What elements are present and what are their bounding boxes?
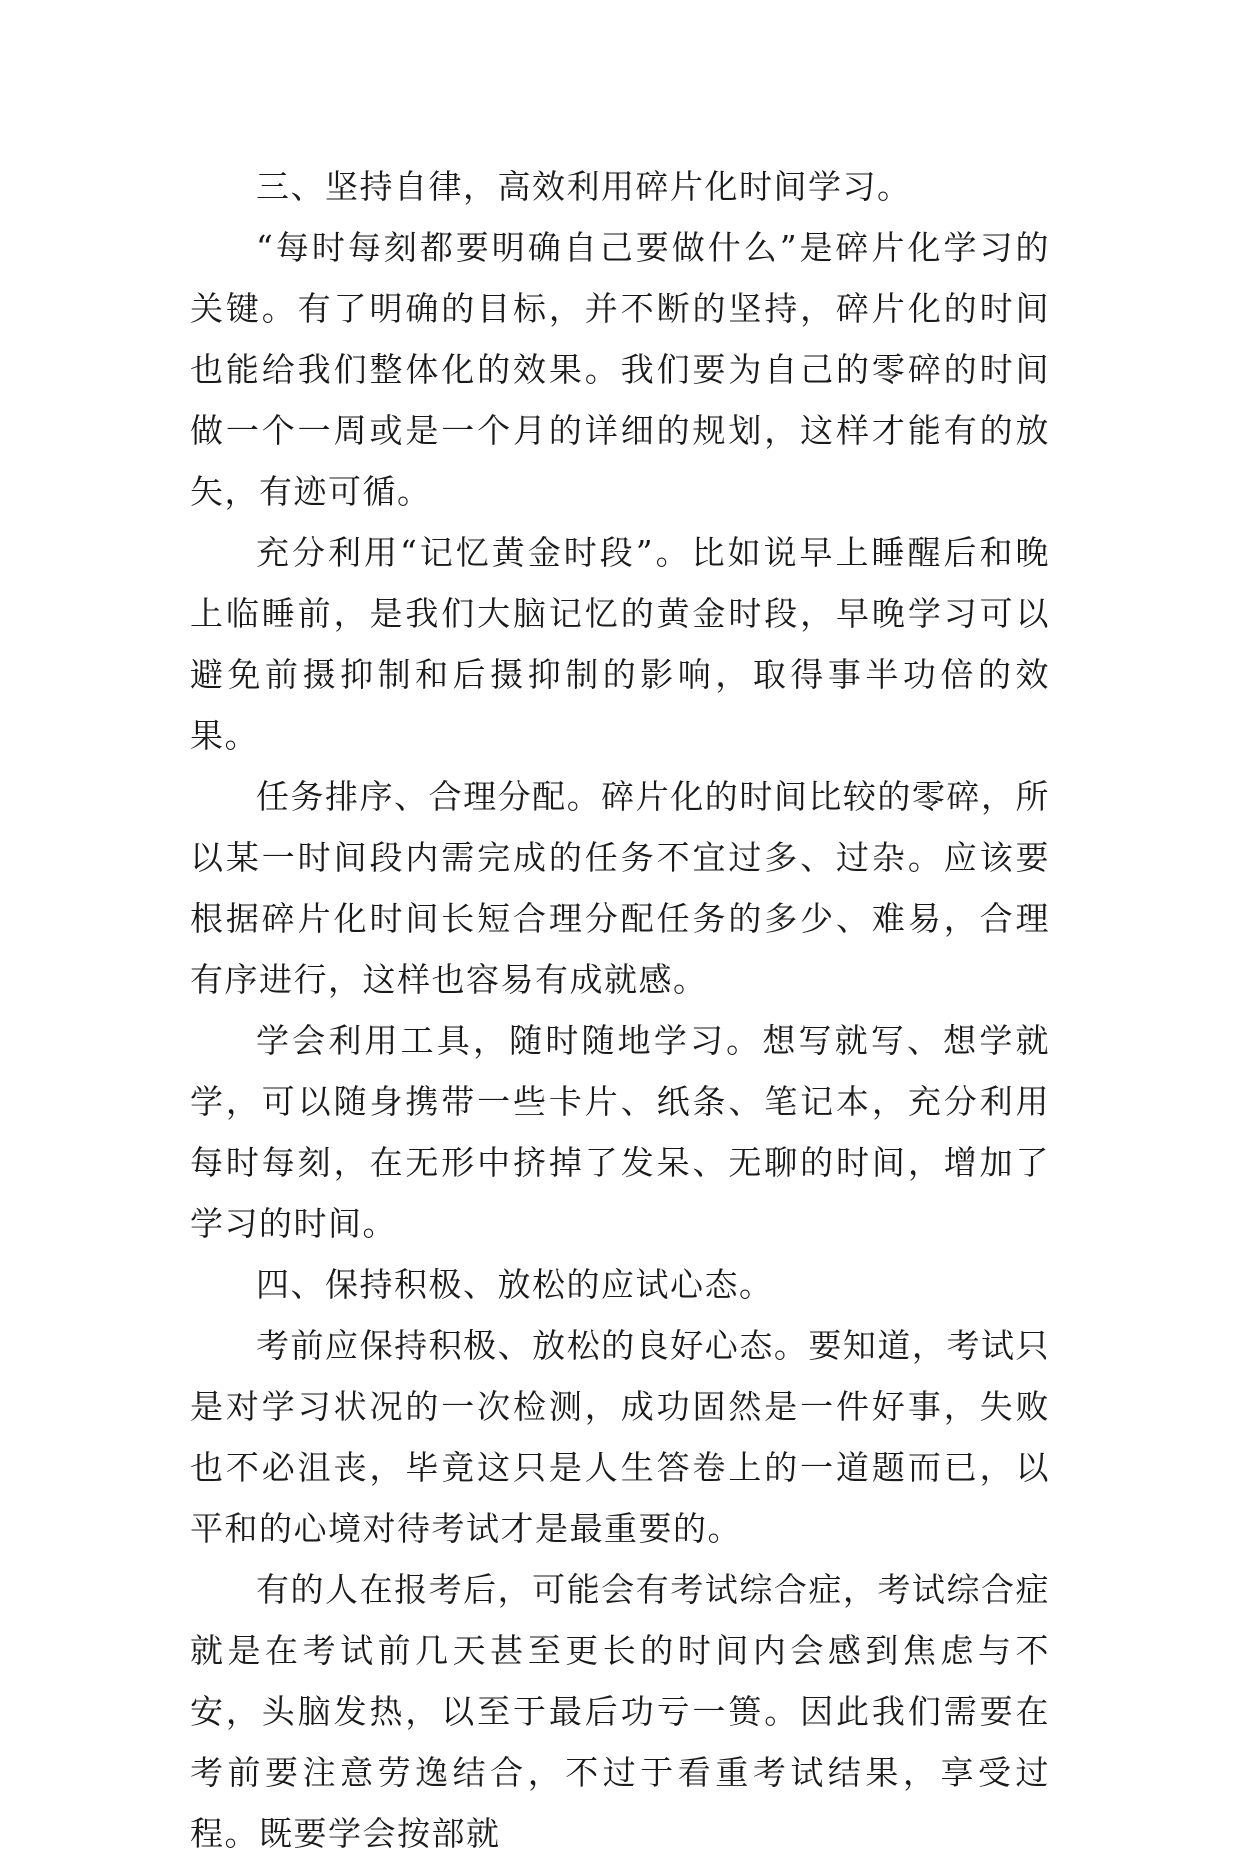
document-body [190, 156, 1050, 1864]
paragraph: 学会利用工具，随时随地学习。想写就写、想学就学，可以随身携带一些卡片、纸条、笔记本，充分利用每时每刻，在无形中挤掉了发呆、无聊的时间，增加了学习的时间。 [190, 1021, 1050, 1243]
paragraph: “每时每刻都要明确自己要做什么”是碎片化学习的关键。有了明确的目标，并不断的坚持，碎片化的时间也能给我们整体化的效果。我们要为自己的零碎的时间做一个一周或是一个月的详细的规划，这样才能有的放矢，有迹可循。 [190, 228, 1050, 511]
paragraph: 考前应保持积极、放松的良好心态。要知道，考试只是对学习状况的一次检测，成功固然是一件好事，失败也不必沮丧，毕竟这只是人生答卷上的一道题而已，以平和的心境对待考试才是最重要的。 [190, 1326, 1050, 1548]
section-heading-three: 三、坚持自律，高效利用碎片化时间学习。 [256, 167, 912, 206]
paragraph: 任务排序、合理分配。碎片化的时间比较的零碎，所以某一时间段内需完成的任务不宜过多、过杂。应该要根据碎片化时间长短合理分配任务的多少、难易，合理有序进行，这样也容易有成就感。 [190, 777, 1050, 999]
paragraph: 充分利用“记忆黄金时段”。比如说早上睡醒后和晚上临睡前，是我们大脑记忆的黄金时段，早晚学习可以避免前摄抑制和后摄抑制的影响，取得事半功倍的效果。 [190, 533, 1050, 755]
paragraph: 有的人在报考后，可能会有考试综合症，考试综合症就是在考试前几天甚至更长的时间内会感到焦虑与不安，头脑发热，以至于最后功亏一篑。因此我们需要在考前要注意劳逸结合，不过于看重考试结果，享受过程。既要学会按部就 [190, 1570, 1050, 1853]
section-heading-four: 四、保持积极、放松的应试心态。 [256, 1265, 774, 1304]
